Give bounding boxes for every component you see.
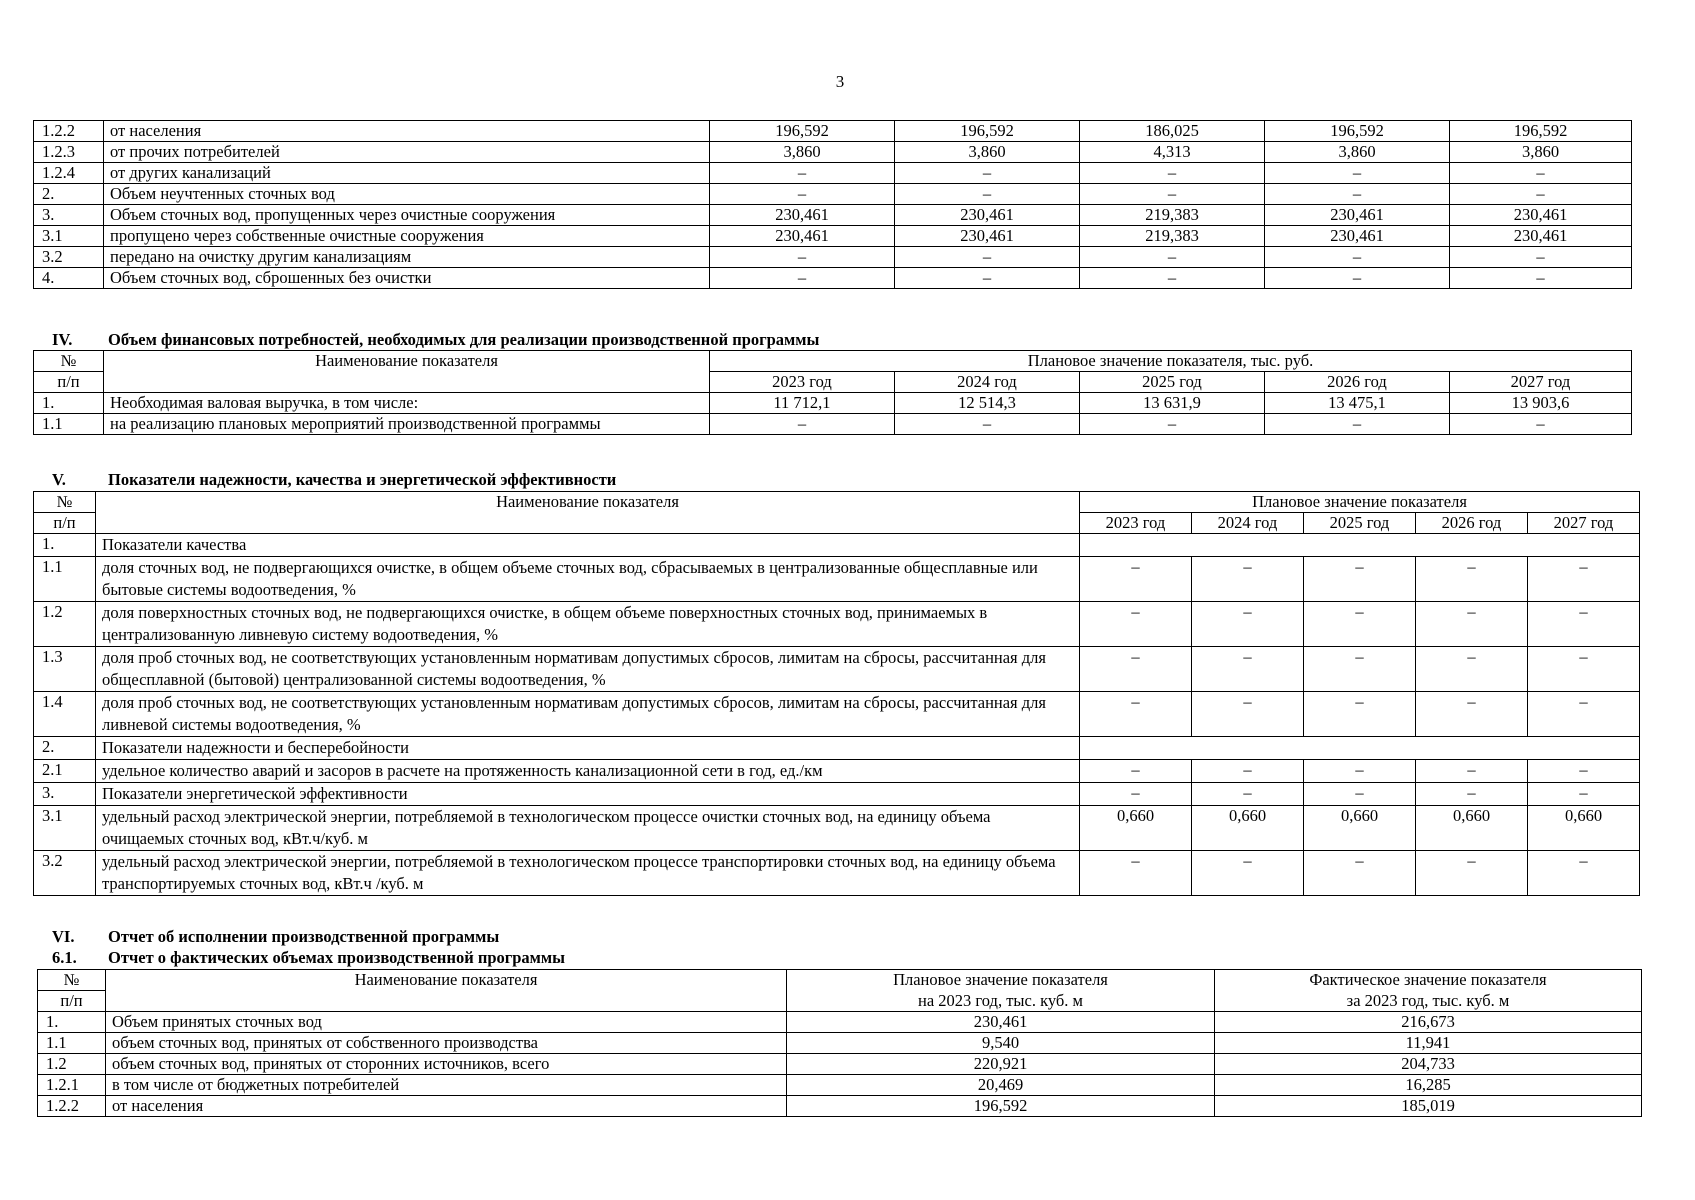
row-number: 3.2 xyxy=(34,851,96,896)
row-number: 1.2.2 xyxy=(38,1096,106,1117)
row-name: от населения xyxy=(106,1096,787,1117)
row-value: – xyxy=(1528,602,1640,647)
year-header: 2026 год xyxy=(1416,513,1528,534)
row-value: 4,313 xyxy=(1080,142,1265,163)
row-value: – xyxy=(1304,647,1416,692)
table-row xyxy=(34,851,1640,896)
row-value: – xyxy=(1080,163,1265,184)
row-value: 196,592 xyxy=(1265,121,1450,142)
table-row xyxy=(34,163,1632,184)
table-row xyxy=(34,414,1632,435)
row-value: – xyxy=(1080,602,1192,647)
year-header: 2024 год xyxy=(895,372,1080,393)
row-name: доля сточных вод, не подвергающихся очистке, в общем объеме сточных вод, сбрасываемых в централизованные общесплавные или бытовые системы водоотведения, % xyxy=(96,557,1080,602)
row-value: – xyxy=(1416,692,1528,737)
financial-needs-table xyxy=(33,350,1632,435)
table-row xyxy=(34,393,1632,414)
row-value: – xyxy=(1528,851,1640,896)
row-value: – xyxy=(1528,557,1640,602)
row-name: Объем сточных вод, пропущенных через очистные сооружения xyxy=(104,205,710,226)
col-num-header: № xyxy=(38,970,106,991)
row-name: Объем сточных вод, сброшенных без очистки xyxy=(104,268,710,289)
row-value: – xyxy=(1528,647,1640,692)
row-value: 3,860 xyxy=(710,142,895,163)
row-value: – xyxy=(1080,414,1265,435)
table-row xyxy=(38,1012,1642,1033)
col-num-header: № xyxy=(34,492,96,513)
section-6-1-title: Отчет о фактических объемах производственной программы xyxy=(108,948,566,967)
row-value: 230,461 xyxy=(1450,226,1632,247)
row-number: 1.2.1 xyxy=(38,1075,106,1096)
row-name: передано на очистку другим канализациям xyxy=(104,247,710,268)
section-4-title: Объем финансовых потребностей, необходимых для реализации производственной программы xyxy=(108,330,820,349)
col-fact-header: Фактическое значение показателя xyxy=(1215,970,1642,991)
row-value: 3,860 xyxy=(895,142,1080,163)
row-number: 2. xyxy=(34,184,104,205)
row-value: – xyxy=(1192,851,1304,896)
col-name-header: Наименование показателя xyxy=(104,351,710,393)
year-header: 2027 год xyxy=(1528,513,1640,534)
year-header: 2023 год xyxy=(1080,513,1192,534)
row-value: – xyxy=(710,414,895,435)
row-value: 186,025 xyxy=(1080,121,1265,142)
col-num-header-2: п/п xyxy=(38,991,106,1012)
row-name: Показатели надежности и бесперебойности xyxy=(96,737,1080,760)
row-number: 1.2.4 xyxy=(34,163,104,184)
row-value: – xyxy=(1192,692,1304,737)
row-value: 230,461 xyxy=(895,226,1080,247)
row-name: Объем неучтенных сточных вод xyxy=(104,184,710,205)
section-6-1-number: 6.1. xyxy=(52,948,77,967)
row-value: 12 514,3 xyxy=(895,393,1080,414)
row-fact-value: 11,941 xyxy=(1215,1033,1642,1054)
row-name: Объем принятых сточных вод xyxy=(106,1012,787,1033)
row-number: 2.1 xyxy=(34,760,96,783)
page-number: 3 xyxy=(835,72,845,91)
row-value: – xyxy=(895,247,1080,268)
row-value: – xyxy=(1080,783,1192,806)
row-fact-value: 216,673 xyxy=(1215,1012,1642,1033)
year-header: 2024 год xyxy=(1192,513,1304,534)
col-num-header-2: п/п xyxy=(34,372,104,393)
row-value: 0,660 xyxy=(1192,806,1304,851)
row-value: – xyxy=(1416,602,1528,647)
row-value: 230,461 xyxy=(710,205,895,226)
row-value: – xyxy=(710,184,895,205)
row-value: 230,461 xyxy=(1265,226,1450,247)
row-value: – xyxy=(1528,760,1640,783)
row-value: – xyxy=(1192,760,1304,783)
row-value: – xyxy=(1080,647,1192,692)
col-num-header-2: п/п xyxy=(34,513,96,534)
row-value: – xyxy=(1265,268,1450,289)
row-value: – xyxy=(1192,602,1304,647)
row-number: 3.1 xyxy=(34,806,96,851)
col-num-header: № xyxy=(34,351,104,372)
table-row xyxy=(34,806,1640,851)
row-name: объем сточных вод, принятых от собственного производства xyxy=(106,1033,787,1054)
row-fact-value: 185,019 xyxy=(1215,1096,1642,1117)
row-number: 1. xyxy=(38,1012,106,1033)
section-6-title: Отчет об исполнении производственной программы xyxy=(108,927,500,946)
continuation-table xyxy=(33,120,1632,289)
row-plan-value: 220,921 xyxy=(787,1054,1215,1075)
row-value: – xyxy=(1265,163,1450,184)
row-value: 196,592 xyxy=(895,121,1080,142)
row-plan-value: 196,592 xyxy=(787,1096,1215,1117)
row-plan-value: 230,461 xyxy=(787,1012,1215,1033)
row-value: – xyxy=(1304,783,1416,806)
row-value: – xyxy=(1416,557,1528,602)
row-number: 1.2 xyxy=(34,602,96,647)
row-number: 1. xyxy=(34,393,104,414)
row-number: 1. xyxy=(34,534,96,557)
row-value: 3,860 xyxy=(1450,142,1632,163)
row-value: 0,660 xyxy=(1304,806,1416,851)
row-value: – xyxy=(1192,557,1304,602)
row-name: от прочих потребителей xyxy=(104,142,710,163)
row-value: – xyxy=(1080,557,1192,602)
section-6-1-heading xyxy=(52,948,565,968)
row-number: 3.1 xyxy=(34,226,104,247)
row-value: – xyxy=(1416,851,1528,896)
empty-values xyxy=(1080,737,1640,760)
col-plan-header: Плановое значение показателя xyxy=(1080,492,1640,513)
row-name: Показатели качества xyxy=(96,534,1080,557)
row-value: – xyxy=(1265,414,1450,435)
year-header: 2027 год xyxy=(1450,372,1632,393)
row-value: – xyxy=(710,268,895,289)
table-row xyxy=(34,534,1640,557)
table-row xyxy=(34,184,1632,205)
table-row xyxy=(34,602,1640,647)
row-number: 3.2 xyxy=(34,247,104,268)
year-header: 2025 год xyxy=(1304,513,1416,534)
row-value: – xyxy=(1080,851,1192,896)
row-value: 3,860 xyxy=(1265,142,1450,163)
section-5-number: V. xyxy=(52,470,66,489)
col-name-header: Наименование показателя xyxy=(106,970,787,1012)
row-value: – xyxy=(895,268,1080,289)
row-value: – xyxy=(1528,692,1640,737)
row-number: 1.1 xyxy=(34,414,104,435)
row-number: 2. xyxy=(34,737,96,760)
row-value: – xyxy=(1304,760,1416,783)
row-value: – xyxy=(1450,247,1632,268)
table-row xyxy=(38,1075,1642,1096)
row-number: 1.1 xyxy=(34,557,96,602)
row-value: 13 631,9 xyxy=(1080,393,1265,414)
year-header: 2025 год xyxy=(1080,372,1265,393)
section-5-heading xyxy=(52,470,616,490)
table-row xyxy=(34,226,1632,247)
row-value: – xyxy=(1416,760,1528,783)
table-row xyxy=(34,205,1632,226)
row-value: 11 712,1 xyxy=(710,393,895,414)
row-name: Необходимая валовая выручка, в том числе: xyxy=(104,393,710,414)
row-name: удельный расход электрической энергии, потребляемой в технологическом процессе транспортировки сточных вод, на единицу объема транспортируемых сточных вод, кВт.ч /куб. м xyxy=(96,851,1080,896)
table-row xyxy=(34,692,1640,737)
section-4-number: IV. xyxy=(52,330,73,349)
row-value: 230,461 xyxy=(1265,205,1450,226)
row-value: – xyxy=(1416,783,1528,806)
table-row xyxy=(38,1096,1642,1117)
table-row xyxy=(34,121,1632,142)
section-5-title: Показатели надежности, качества и энергетической эффективности xyxy=(108,470,617,489)
row-value: – xyxy=(1528,783,1640,806)
row-value: – xyxy=(1265,247,1450,268)
row-number: 1.2 xyxy=(38,1054,106,1075)
row-plan-value: 20,469 xyxy=(787,1075,1215,1096)
row-value: 230,461 xyxy=(710,226,895,247)
row-value: – xyxy=(1304,692,1416,737)
row-name: объем сточных вод, принятых от сторонних источников, всего xyxy=(106,1054,787,1075)
row-name: в том числе от бюджетных потребителей xyxy=(106,1075,787,1096)
row-value: – xyxy=(1080,760,1192,783)
reliability-table xyxy=(33,491,1640,896)
row-value: – xyxy=(1304,851,1416,896)
row-number: 1.2.3 xyxy=(34,142,104,163)
row-value: – xyxy=(1450,268,1632,289)
row-value: – xyxy=(1080,184,1265,205)
empty-values xyxy=(1080,534,1640,557)
row-number: 3. xyxy=(34,205,104,226)
row-value: – xyxy=(1450,184,1632,205)
row-value: – xyxy=(1450,414,1632,435)
row-name: удельное количество аварий и засоров в расчете на протяженность канализационной сети в год, ед./км xyxy=(96,760,1080,783)
row-value: – xyxy=(895,184,1080,205)
col-plan-header: Плановое значение показателя, тыс. руб. xyxy=(710,351,1632,372)
row-name: доля поверхностных сточных вод, не подвергающихся очистке, в общем объеме поверхностных сточных вод, принимаемых в централизованную ливневую систему водоотведения, % xyxy=(96,602,1080,647)
row-value: 230,461 xyxy=(895,205,1080,226)
row-value: 13 475,1 xyxy=(1265,393,1450,414)
row-value: – xyxy=(1450,163,1632,184)
table-row xyxy=(34,142,1632,163)
section-6-heading xyxy=(52,927,499,947)
row-value: – xyxy=(895,414,1080,435)
row-number: 3. xyxy=(34,783,96,806)
col-plan-header-2: на 2023 год, тыс. куб. м xyxy=(787,991,1215,1012)
row-name: от населения xyxy=(104,121,710,142)
row-name: доля проб сточных вод, не соответствующих установленным нормативам допустимых сбросов, лимитам на сбросы, рассчитанная для общесплавной (бытовой) централизованной системы водоотведения, % xyxy=(96,647,1080,692)
row-value: 196,592 xyxy=(710,121,895,142)
row-fact-value: 204,733 xyxy=(1215,1054,1642,1075)
row-value: – xyxy=(1080,268,1265,289)
row-value: 13 903,6 xyxy=(1450,393,1632,414)
row-number: 1.3 xyxy=(34,647,96,692)
table-row xyxy=(34,760,1640,783)
row-value: – xyxy=(1265,184,1450,205)
row-fact-value: 16,285 xyxy=(1215,1075,1642,1096)
row-number: 1.1 xyxy=(38,1033,106,1054)
row-name: Показатели энергетической эффективности xyxy=(96,783,1080,806)
row-value: 196,592 xyxy=(1450,121,1632,142)
row-name: от других канализаций xyxy=(104,163,710,184)
table-row xyxy=(34,557,1640,602)
row-value: 0,660 xyxy=(1528,806,1640,851)
table-row xyxy=(38,1033,1642,1054)
row-name: пропущено через собственные очистные сооружения xyxy=(104,226,710,247)
row-number: 1.4 xyxy=(34,692,96,737)
row-number: 4. xyxy=(34,268,104,289)
section-4-heading xyxy=(52,330,819,350)
row-value: – xyxy=(1080,692,1192,737)
row-value: – xyxy=(1080,247,1265,268)
row-value: 0,660 xyxy=(1416,806,1528,851)
row-value: – xyxy=(710,163,895,184)
row-value: – xyxy=(1192,783,1304,806)
table-row xyxy=(34,783,1640,806)
row-name: на реализацию плановых мероприятий производственной программы xyxy=(104,414,710,435)
row-value: – xyxy=(1416,647,1528,692)
table-row xyxy=(34,268,1632,289)
row-value: 219,383 xyxy=(1080,226,1265,247)
row-value: – xyxy=(1192,647,1304,692)
row-plan-value: 9,540 xyxy=(787,1033,1215,1054)
col-fact-header-2: за 2023 год, тыс. куб. м xyxy=(1215,991,1642,1012)
year-header: 2023 год xyxy=(710,372,895,393)
col-name-header: Наименование показателя xyxy=(96,492,1080,534)
table-row xyxy=(34,647,1640,692)
row-value: – xyxy=(1304,557,1416,602)
row-value: 0,660 xyxy=(1080,806,1192,851)
row-value: 219,383 xyxy=(1080,205,1265,226)
row-number: 1.2.2 xyxy=(34,121,104,142)
section-6-number: VI. xyxy=(52,927,75,946)
col-plan-header: Плановое значение показателя xyxy=(787,970,1215,991)
row-value: – xyxy=(710,247,895,268)
row-name: доля проб сточных вод, не соответствующих установленным нормативам допустимых сбросов, лимитам на сбросы, рассчитанная для ливневой системы водоотведения, % xyxy=(96,692,1080,737)
actual-volumes-table xyxy=(37,969,1642,1117)
row-value: 230,461 xyxy=(1450,205,1632,226)
table-row xyxy=(38,1054,1642,1075)
row-name: удельный расход электрической энергии, потребляемой в технологическом процессе очистки сточных вод, на единицу объема очищаемых сточных вод, кВт.ч/куб. м xyxy=(96,806,1080,851)
year-header: 2026 год xyxy=(1265,372,1450,393)
table-row xyxy=(34,737,1640,760)
row-value: – xyxy=(895,163,1080,184)
row-value: – xyxy=(1304,602,1416,647)
table-row xyxy=(34,247,1632,268)
